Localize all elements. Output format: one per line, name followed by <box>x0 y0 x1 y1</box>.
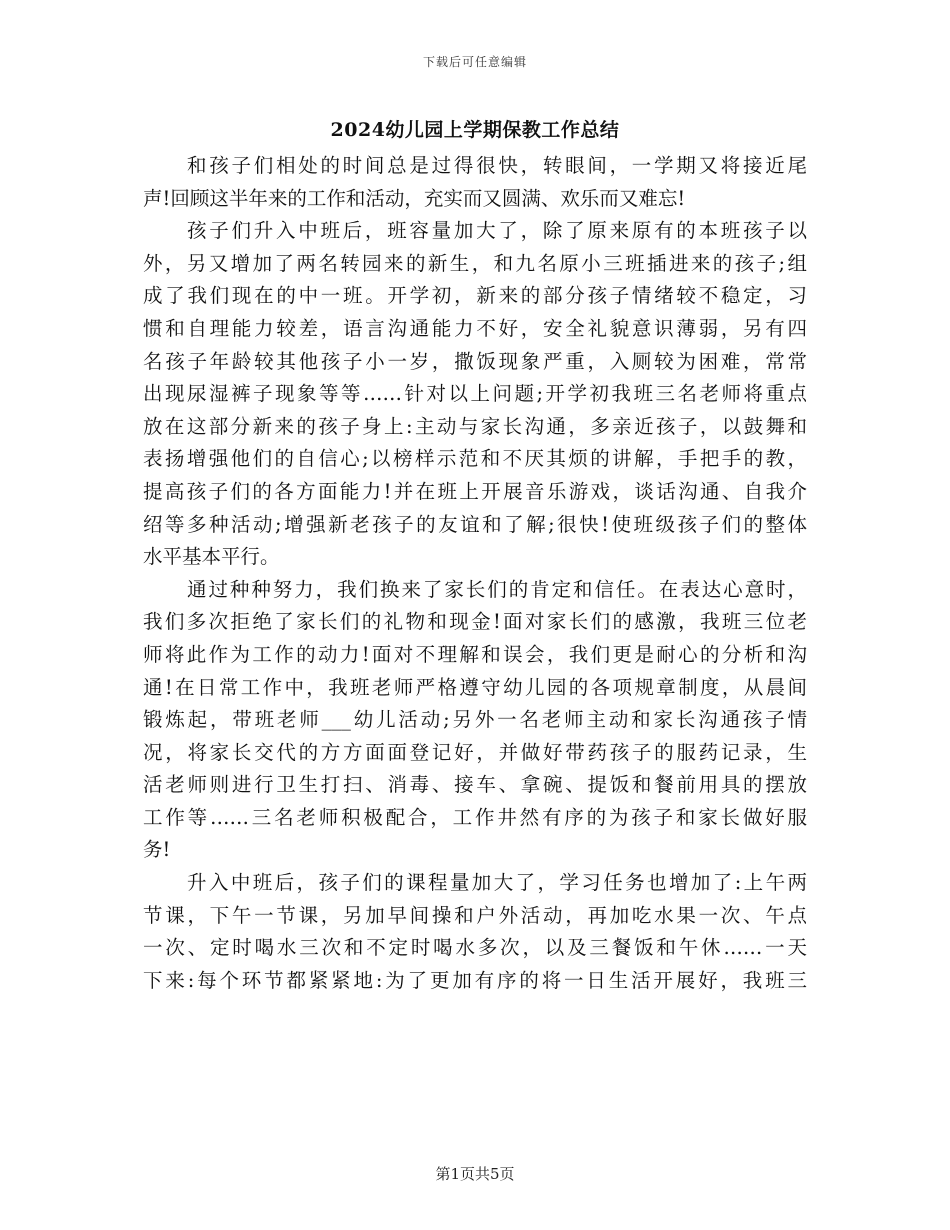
text-line: 锻炼起，带班老师___幼儿活动;另外一名老师主动和家长沟通孩子情 <box>143 708 807 732</box>
paragraph <box>143 867 807 997</box>
header-note: 下载后可任意编辑 <box>422 55 527 69</box>
text-line: 下来:每个环节都紧紧地:为了更加有序的将一日生活开展好，我班三 <box>143 968 807 992</box>
paragraph <box>143 215 807 574</box>
text-line: 活老师则进行卫生打扫、消毒、接车、拿碗、提饭和餐前用具的摆放 <box>143 773 807 797</box>
text-line: 工作等……三名老师积极配合，工作井然有序的为孩子和家长做好服 <box>143 805 807 829</box>
text-line: 通过种种努力，我们换来了家长们的肯定和信任。在表达心意时， <box>187 577 807 601</box>
text-line: 升入中班后，孩子们的课程量加大了，学习任务也增加了:上午两 <box>187 871 807 895</box>
page-number: 第1页共5页 <box>435 1165 515 1183</box>
text-line: 成了我们现在的中一班。开学初，新来的部分孩子情绪较不稳定，习 <box>143 284 807 308</box>
text-line: 况，将家长交代的方方面面登记好，并做好带药孩子的服药记录，生 <box>143 740 807 764</box>
text-line: 务! <box>143 838 171 862</box>
text-line: 节课，下午一节课，另加早间操和户外活动，再加吃水果一次、午点 <box>143 903 807 927</box>
text-line: 我们多次拒绝了家长们的礼物和现金!面对家长们的感激，我班三位老 <box>143 610 807 634</box>
text-line: 孩子们升入中班后，班容量加大了，除了原来原有的本班孩子以 <box>187 219 807 243</box>
paragraph <box>143 150 807 215</box>
text-line: 表扬增强他们的自信心;以榜样示范和不厌其烦的讲解，手把手的教， <box>143 447 807 471</box>
document-body <box>143 150 807 997</box>
document-title: 2024幼儿园上学期保教工作总结 <box>330 119 620 141</box>
text-line: 名孩子年龄较其他孩子小一岁，撒饭现象严重，入厕较为困难，常常 <box>143 349 807 373</box>
text-line: 惯和自理能力较差，语言沟通能力不好，安全礼貌意识薄弱，另有四 <box>143 316 807 340</box>
text-line: 放在这部分新来的孩子身上:主动与家长沟通，多亲近孩子，以鼓舞和 <box>143 414 807 438</box>
text-line: 绍等多种活动;增强新老孩子的友谊和了解;很快!使班级孩子们的整体 <box>143 512 807 536</box>
text-line: 和孩子们相处的时间总是过得很快，转眼间，一学期又将接近尾 <box>187 154 807 177</box>
text-line: 通!在日常工作中，我班老师严格遵守幼儿园的各项规章制度，从晨间 <box>143 675 807 699</box>
text-line: 一次、定时喝水三次和不定时喝水多次，以及三餐饭和午休……一天 <box>143 936 807 960</box>
text-line: 师将此作为工作的动力!面对不理解和误会，我们更是耐心的分析和沟 <box>143 642 807 666</box>
text-line: 外，另又增加了两名转园来的新生，和九名原小三班插进来的孩子;组 <box>143 251 807 275</box>
text-line: 提高孩子们的各方面能力!并在班上开展音乐游戏，谈话沟通、自我介 <box>143 479 807 503</box>
paragraph <box>143 574 807 867</box>
text-line: 声!回顾这半年来的工作和活动，充实而又圆满、欢乐而又难忘! <box>143 186 686 210</box>
text-line: 水平基本平行。 <box>143 545 280 569</box>
text-line: 出现尿湿裤子现象等等……针对以上问题;开学初我班三名老师将重点 <box>143 382 807 406</box>
